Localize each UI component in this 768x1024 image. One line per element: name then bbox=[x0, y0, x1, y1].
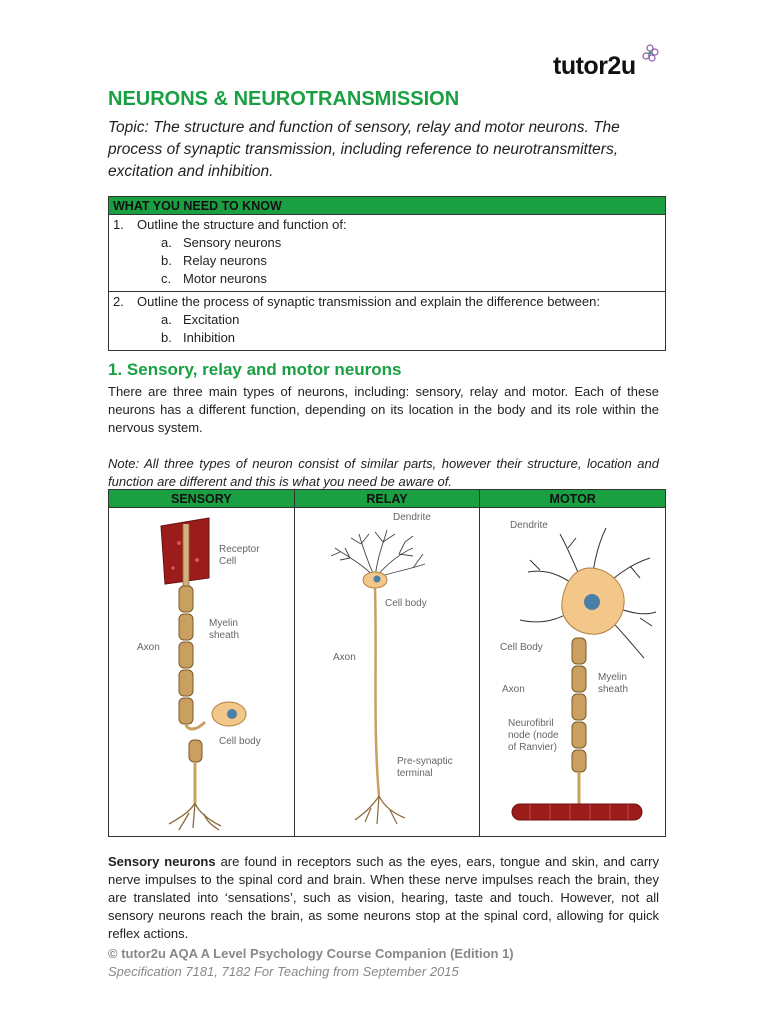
logo-text: tutor2u bbox=[553, 52, 636, 80]
sensory-neuron-diagram bbox=[109, 508, 294, 836]
topic-text: Topic: The structure and function of sensory, relay and motor neurons. The process of synaptic transmission, including reference to neurotransmitters, excitation and inhibition. bbox=[108, 119, 620, 180]
know-item-text: Outline the process of synaptic transmission and explain the difference between: bbox=[137, 294, 600, 309]
sensory-neurons-text: are found in receptors such as the eyes, ears, tongue and skin, and carry nerve impulses to the spinal cord and brain. When these nerve impulses reach the brain, they are translated into ‘sensations’, such as vision, hearing, taste and touch. However, not all sensory neurons reach the brain, as some neurons stop at the spinal cord, allowing for quick reflex actions. bbox=[108, 854, 659, 941]
know-subitem-letter: c. bbox=[161, 271, 172, 286]
label-cell-body: Cell Body bbox=[500, 642, 544, 653]
know-subitem-text: Excitation bbox=[183, 312, 240, 327]
header-sensory: SENSORY bbox=[171, 492, 232, 506]
know-item bbox=[109, 292, 665, 350]
know-subitem-text: Motor neurons bbox=[183, 271, 267, 286]
svg-text:sheath: sheath bbox=[209, 630, 240, 641]
know-item-text: Outline the structure and function of: bbox=[137, 217, 347, 232]
label-axon: Axon bbox=[137, 642, 160, 653]
neuron-table-header bbox=[109, 490, 665, 508]
know-item-number: 1. bbox=[113, 217, 124, 232]
svg-text:node (node: node (node bbox=[508, 730, 559, 741]
page-title: NEURONS & NEUROTRANSMISSION bbox=[108, 88, 460, 110]
label-myelin-sheath: Myelin bbox=[598, 672, 628, 683]
know-subitem-text: Relay neurons bbox=[183, 253, 267, 268]
label-cell-body: Cell body bbox=[384, 598, 427, 609]
know-subitem-text: Inhibition bbox=[183, 330, 236, 345]
label-dendrite: Dendrite bbox=[510, 520, 549, 531]
sensory-neurons-term: Sensory neurons bbox=[108, 854, 216, 869]
relay-neuron-diagram bbox=[295, 508, 481, 836]
logo-flower-icon bbox=[641, 44, 659, 62]
label-presynaptic-terminal: Pre-synaptic bbox=[396, 756, 453, 767]
sensory-neuron-cell bbox=[109, 508, 294, 836]
know-item bbox=[109, 215, 665, 292]
header-motor: MOTOR bbox=[479, 490, 665, 507]
section-heading: 1. Sensory, relay and motor neurons bbox=[108, 360, 402, 379]
label-receptor-cell: Receptor bbox=[219, 544, 260, 555]
know-subitem-letter: b. bbox=[161, 330, 172, 345]
header-relay: RELAY bbox=[294, 490, 480, 507]
know-subitem-letter: a. bbox=[161, 312, 172, 327]
note-paragraph: Note: All three types of neuron consist of similar parts, however their structure, location and function are different and this is what you need be aware of. bbox=[108, 456, 659, 489]
tutor2u-logo bbox=[553, 44, 663, 84]
know-subitem-text: Sensory neurons bbox=[183, 235, 282, 250]
know-item-number: 2. bbox=[113, 294, 124, 309]
label-cell-body: Cell body bbox=[219, 736, 261, 747]
intro-paragraph: There are three main types of neurons, including: sensory, relay and motor. Each of these neurons has a different function, depending on its location in the body and its role within the nervous system. bbox=[108, 384, 659, 435]
know-subitem-letter: a. bbox=[161, 235, 172, 250]
svg-text:of Ranvier): of Ranvier) bbox=[508, 742, 558, 753]
footer-copyright: © tutor2u AQA A Level Psychology Course Companion (Edition 1) bbox=[108, 946, 514, 961]
know-subitem-letter: b. bbox=[161, 253, 172, 268]
label-axon: Axon bbox=[502, 684, 526, 695]
neuron-types-table bbox=[108, 489, 666, 837]
footer-specification: Specification 7181, 7182 For Teaching from September 2015 bbox=[108, 964, 459, 979]
what-you-need-to-know-table bbox=[108, 196, 666, 351]
label-neurofibril-node: Neurofibril bbox=[508, 718, 554, 729]
svg-text:Cell: Cell bbox=[219, 556, 237, 567]
motor-neuron-diagram bbox=[480, 508, 666, 836]
sensory-neurons-paragraph bbox=[108, 853, 659, 943]
label-axon: Axon bbox=[332, 652, 356, 663]
relay-neuron-cell bbox=[294, 508, 480, 836]
know-table-header: WHAT YOU NEED TO KNOW bbox=[109, 197, 665, 215]
svg-text:terminal: terminal bbox=[396, 768, 433, 779]
label-dendrite: Dendrite bbox=[392, 512, 431, 523]
label-myelin-sheath: Myelin bbox=[209, 618, 238, 629]
motor-neuron-cell bbox=[479, 508, 665, 836]
svg-text:sheath: sheath bbox=[598, 684, 629, 695]
